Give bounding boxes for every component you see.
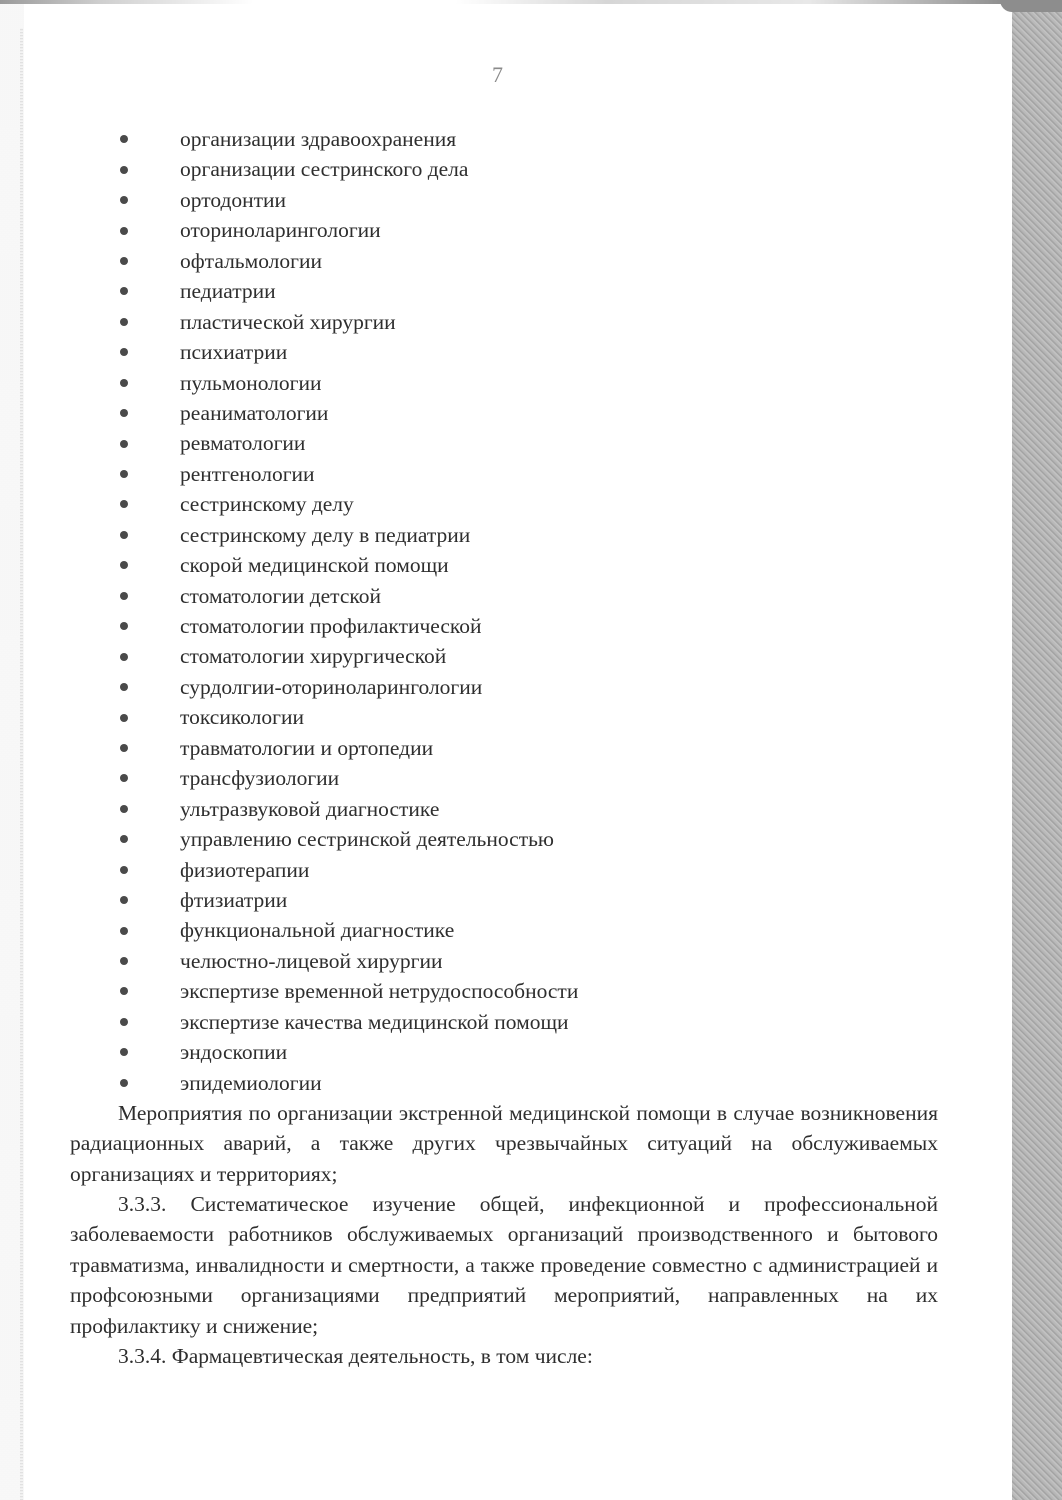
bullet-icon: [120, 561, 128, 569]
page-number-text: 7: [492, 62, 503, 87]
bullet-icon: [120, 1079, 128, 1087]
scan-right-shadow: [1012, 0, 1062, 1500]
list-item-text: организации здравоохранения: [180, 127, 457, 151]
list-item-text: пульмонологии: [180, 370, 322, 395]
list-item-text: управлению сестринской деятельностью: [180, 827, 554, 852]
bullet-icon: [120, 257, 128, 265]
bullet-icon: [120, 348, 128, 356]
bullet-icon: [120, 196, 128, 204]
list-item-text: пластической хирургии: [180, 309, 396, 334]
bullet-icon: [120, 166, 128, 174]
bullet-icon: [120, 957, 128, 965]
bullet-icon: [120, 653, 128, 661]
list-item-text: стоматологии хирургической: [180, 644, 447, 669]
list-item-text: сурдолгии-оториноларингологии: [180, 674, 483, 699]
list-item-text: организации сестринского дела: [180, 157, 469, 182]
list-item-text: скорой медицинской помощи: [180, 553, 449, 578]
list-item-text: сестринскому делу в педиатрии: [180, 522, 471, 547]
list-item-text: ревматологии: [180, 431, 306, 456]
bullet-icon: [120, 531, 128, 539]
bullet-icon: [120, 287, 128, 295]
list-item-text: ультразвуковой диагностике: [180, 796, 440, 821]
list-item-text: педиатрии: [180, 279, 276, 304]
bullet-icon: [120, 896, 128, 904]
bullet-icon: [120, 683, 128, 691]
list-item-text: травматологии и ортопедии: [180, 735, 434, 760]
bullet-icon: [120, 440, 128, 448]
bullet-icon: [120, 987, 128, 995]
bullet-icon: [120, 1048, 128, 1056]
bullet-icon: [120, 500, 128, 508]
list-item-text: стоматологии профилактической: [180, 614, 482, 638]
list-item-text: психиатрии: [180, 340, 288, 365]
bullet-icon: [120, 227, 128, 235]
bullet-icon: [120, 1018, 128, 1026]
paragraph-emergency-measures: [70, 1098, 938, 1189]
bullet-icon: [120, 805, 128, 813]
list-item-text: сестринскому делу: [180, 492, 354, 517]
paragraph-text: 3.3.4. Фармацевтическая деятельность, в том числе:: [118, 1344, 593, 1368]
paragraph-3-3-4: [70, 1341, 938, 1371]
bullet-icon: [120, 622, 128, 630]
list-item-text: рентгенологии: [180, 461, 315, 486]
paragraph-3-3-3: [70, 1189, 938, 1341]
list-item-text: офтальмологии: [180, 248, 322, 273]
list-item-text: экспертизе временной нетрудоспособности: [180, 979, 579, 1004]
scan-right-top-corner: [1000, 0, 1062, 12]
list-item-text: фтизиатрии: [180, 887, 288, 912]
bullet-icon: [120, 318, 128, 326]
scan-top-edge: [0, 0, 1012, 4]
list-item-text: эндоскопии: [180, 1040, 288, 1065]
list-item-text: эпидемиологии: [180, 1070, 322, 1095]
bullet-icon: [120, 135, 128, 143]
list-item-text: функциональной диагностике: [180, 918, 455, 943]
list-item-text: физиотерапии: [180, 857, 310, 882]
list-item-text: трансфузиологии: [180, 766, 340, 791]
bullet-icon: [120, 592, 128, 600]
bullet-icon: [120, 379, 128, 387]
list-item-text: оториноларингологии: [180, 218, 381, 243]
bullet-icon: [120, 470, 128, 478]
paragraph-text: Мероприятия по организации экстренной медицинской помощи в случае возникновения радиационных аварий, а также других чрезвычайных ситуаций на обслуживаемых организациях и территориях;: [70, 1101, 938, 1186]
paragraph-text: 3.3.3. Систематическое изучение общей, инфекционной и профессиональной заболеваемости работников обслуживаемых организаций производственного и бытового травматизма, инвалидности и смертности, а также проведение совместно с администрацией и профсоюзными организациями предприятий мероприятий, направленных на их профилактику и снижение;: [70, 1192, 938, 1338]
bullet-icon: [120, 835, 128, 843]
list-item-text: экспертизе качества медицинской помощи: [180, 1009, 569, 1034]
bullet-icon: [120, 866, 128, 874]
bullet-icon: [120, 409, 128, 417]
list-item-text: ортодонтии: [180, 187, 287, 212]
list-item-text: реаниматологии: [180, 400, 329, 425]
bullet-icon: [120, 744, 128, 752]
scan-left-shadow-line: [20, 28, 23, 1500]
bullet-icon: [120, 927, 128, 935]
bullet-icon: [120, 714, 128, 722]
list-item-text: челюстно-лицевой хирургии: [180, 948, 443, 973]
bullet-icon: [120, 774, 128, 782]
list-item-text: стоматологии детской: [180, 583, 381, 608]
list-item-text: токсикологии: [180, 705, 304, 730]
